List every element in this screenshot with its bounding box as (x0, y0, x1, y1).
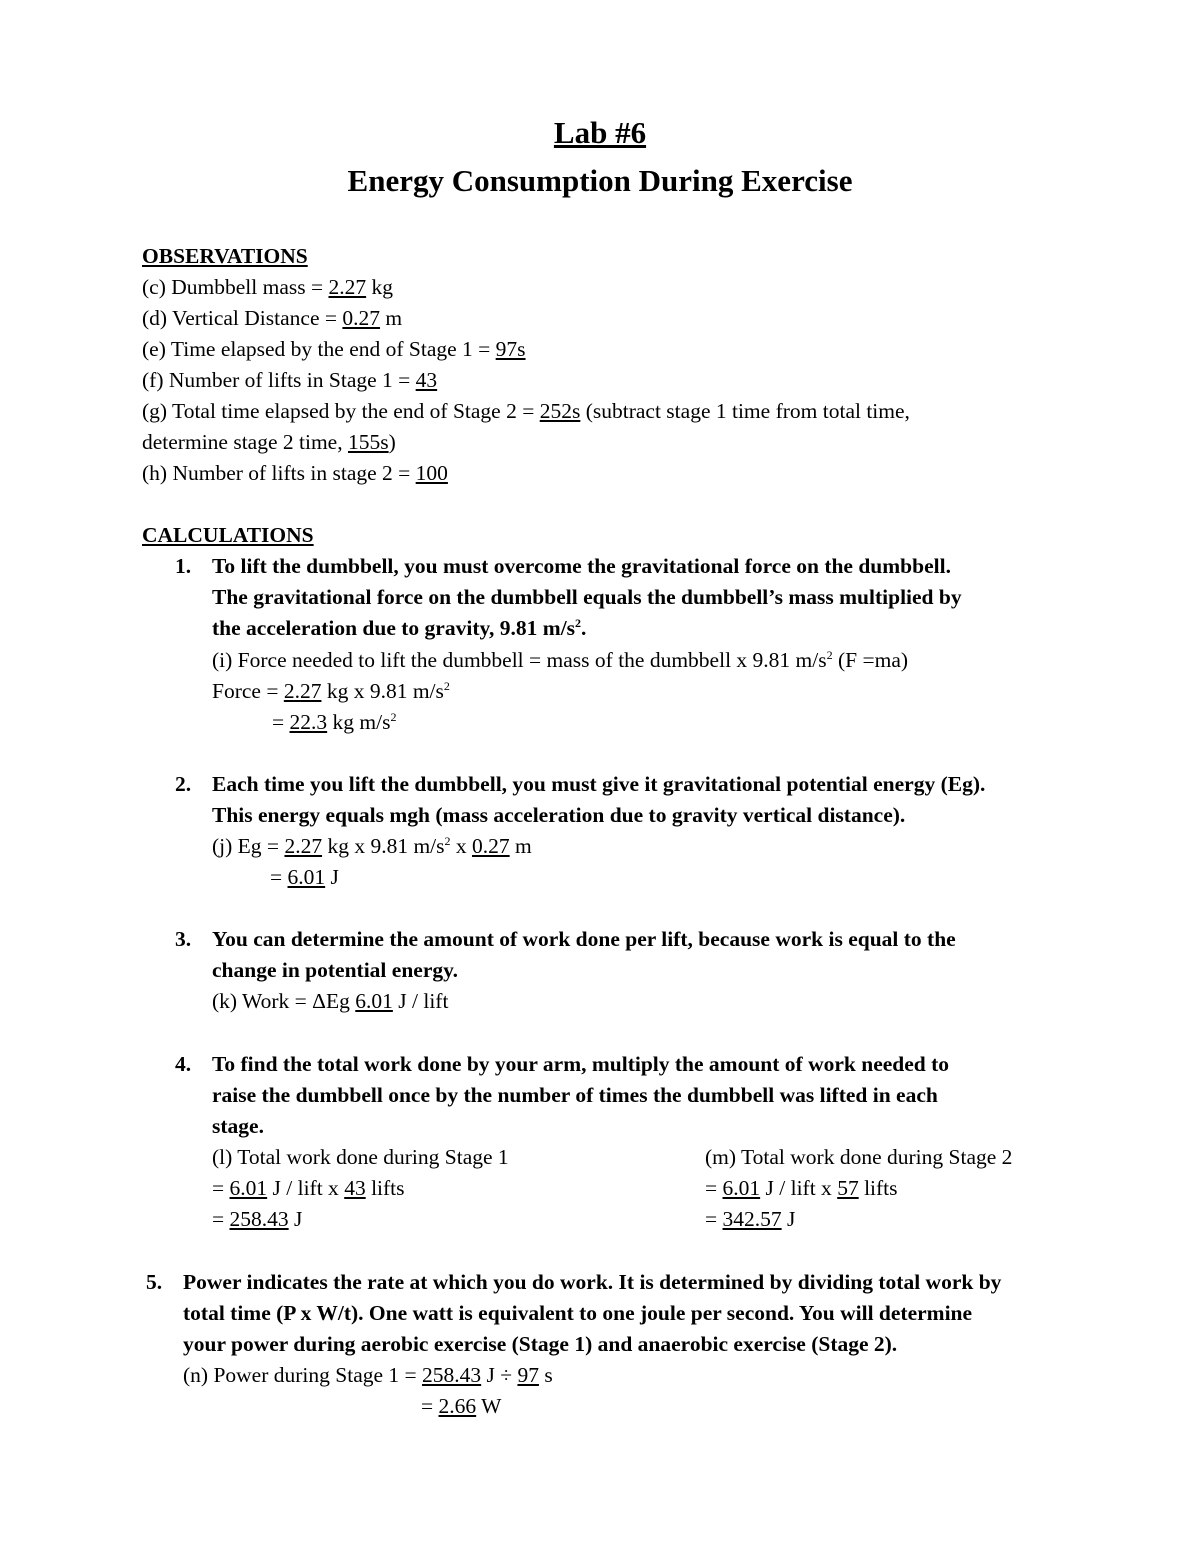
answer-m-heading: (m) Total work done during Stage 2 (705, 1145, 1013, 1169)
question-text: your power during aerobic exercise (Stage 1) and anaerobic exercise (Stage 2). (183, 1332, 898, 1356)
answer-l-equation: = 6.01 J / lift x 43 lifts (212, 1176, 405, 1200)
observations-heading: OBSERVATIONS (142, 244, 308, 268)
question-number: 1. (175, 554, 192, 578)
power-result: = 2.66 W (421, 1394, 502, 1418)
answer-l-heading: (l) Total work done during Stage 1 (212, 1145, 509, 1169)
question-text: the acceleration due to gravity, 9.81 $m/s^2$. (212, 616, 587, 640)
question-text: total time (P x W/t). One watt is equivalent to one joule per second. You will determine (183, 1301, 973, 1325)
question-text: change in potential energy. (212, 958, 459, 982)
question-text: stage. (212, 1114, 264, 1138)
question-text: This energy equals mgh (mass acceleration due to gravity vertical distance). (212, 803, 906, 827)
question-text: To lift the dumbbell, you must overcome the gravitational force on the dumbbell. (212, 554, 951, 578)
answer-i: (i) Force needed to lift the dumbbell = mass of the dumbbell x 9.81 $m/s^2$ (F =ma) (212, 648, 909, 672)
answer-n: (n) Power during Stage 1 = 258.43 J ÷ 97 s (183, 1363, 553, 1387)
question-number: 2. (175, 772, 192, 796)
observation-c: (c) Dumbbell mass = 2.27 kg (142, 275, 393, 299)
question-text: The gravitational force on the dumbbell equals the dumbbell’s mass multiplied by (212, 585, 962, 609)
question-number: 3. (175, 927, 192, 951)
eg-result: = 6.01 J (270, 865, 339, 889)
calculations-heading: CALCULATIONS (142, 523, 314, 547)
observation-f: (f) Number of lifts in Stage 1 = 43 (142, 368, 438, 392)
force-equation: Force = 2.27 kg x 9.81 $m/s^2$ (212, 679, 450, 703)
observation-e: (e) Time elapsed by the end of Stage 1 = 97s (142, 337, 526, 361)
question-number: 5. (146, 1270, 163, 1294)
answer-l-result: = 258.43 J (212, 1207, 303, 1231)
question-text: To find the total work done by your arm, multiply the amount of work needed to (212, 1052, 950, 1076)
answer-m-equation: = 6.01 J / lift x 57 lifts (705, 1176, 898, 1200)
observation-d: (d) Vertical Distance = 0.27 m (142, 306, 403, 330)
question-text: You can determine the amount of work done per lift, because work is equal to the (212, 927, 956, 951)
question-text: Power indicates the rate at which you do work. It is determined by dividing total work by (183, 1270, 1002, 1294)
observation-h: (h) Number of lifts in stage 2 = 100 (142, 461, 448, 485)
page-title: Lab #6 (553, 115, 647, 150)
observation-g-continued: determine stage 2 time, 155s) (142, 430, 396, 454)
observation-g: (g) Total time elapsed by the end of Stage 2 = 252s (subtract stage 1 time from total time, (142, 399, 910, 423)
answer-m-result: = 342.57 J (705, 1207, 796, 1231)
answer-k: (k) Work = ΔEg 6.01 J / lift (212, 989, 449, 1013)
question-text: raise the dumbbell once by the number of times the dumbbell was lifted in each (212, 1083, 938, 1107)
question-number: 4. (175, 1052, 192, 1076)
page-subtitle: Energy Consumption During Exercise (347, 163, 853, 198)
question-text: Each time you lift the dumbbell, you must give it gravitational potential energy (Eg). (212, 772, 986, 796)
answer-j: (j) Eg = 2.27 kg x 9.81 $m/s^2$ x 0.27 m (212, 834, 532, 858)
force-result: = 22.3 kg $m/s^2$ (272, 710, 397, 734)
